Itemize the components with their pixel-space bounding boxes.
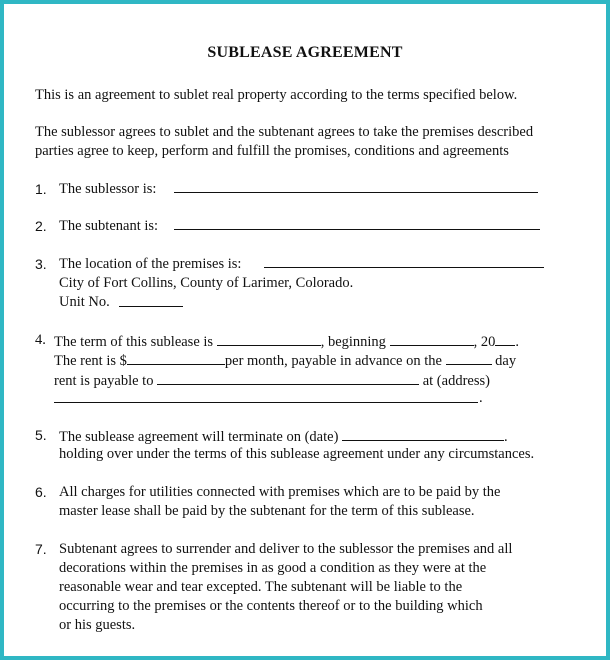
address-period: . bbox=[479, 390, 483, 406]
subtenant-field[interactable] bbox=[174, 229, 540, 230]
rent-day-field[interactable] bbox=[446, 350, 492, 365]
item-1-number: 1. bbox=[35, 181, 47, 197]
document-page bbox=[4, 4, 606, 656]
item-5-line1 bbox=[59, 426, 508, 446]
document-title: SUBLEASE AGREEMENT bbox=[207, 44, 403, 61]
terminate-label: The sublease agreement will terminate on (date) bbox=[59, 429, 339, 445]
item-7-line2: decorations within the premises in as good a condition as they were at the bbox=[59, 560, 487, 576]
rent-period-label: per month, payable in advance on the bbox=[224, 353, 442, 369]
beginning-label: , beginning bbox=[320, 334, 386, 350]
para2-line2: parties agree to keep, perform and fulfill the promises, conditions and agreements bbox=[35, 143, 509, 159]
item-3-line2: City of Fort Collins, County of Larimer, Colorado. bbox=[59, 275, 354, 291]
item-6-number: 6. bbox=[35, 484, 47, 500]
term-label: The term of this sublease is bbox=[54, 334, 214, 350]
item-4-number: 4. bbox=[35, 332, 46, 348]
item-7-line4: occurring to the premises or the contents thereof or to the building which bbox=[59, 598, 483, 614]
payable-to-label: rent is payable to bbox=[54, 373, 154, 389]
location-field[interactable] bbox=[264, 267, 544, 268]
item-5-line2: holding over under the terms of this sublease agreement under any circumstances. bbox=[59, 446, 535, 462]
item-6-line1: All charges for utilities connected with premises which are to be paid by the bbox=[59, 484, 501, 500]
intro-text: This is an agreement to sublet real property according to the terms specified below. bbox=[35, 87, 518, 103]
address-field[interactable] bbox=[54, 402, 478, 403]
item-7-line5: or his guests. bbox=[59, 617, 136, 633]
beginning-date-field[interactable] bbox=[390, 331, 474, 346]
item-1-label: The sublessor is: bbox=[59, 181, 157, 197]
item-2-number: 2. bbox=[35, 218, 47, 234]
rent-label: The rent is $ bbox=[54, 353, 127, 369]
item-6-line2: master lease shall be paid by the subtenant for the term of this sublease. bbox=[59, 503, 475, 519]
item-4-period: . bbox=[515, 334, 519, 350]
sublessor-field[interactable] bbox=[174, 192, 538, 193]
item-2-label: The subtenant is: bbox=[59, 218, 159, 234]
rent-amount-field[interactable] bbox=[127, 350, 225, 365]
address-label: at (address) bbox=[422, 373, 490, 389]
item-3-line1: The location of the premises is: bbox=[59, 256, 242, 272]
payable-to-field[interactable] bbox=[157, 370, 419, 385]
item-4-line1 bbox=[54, 331, 519, 351]
item-4-line2 bbox=[54, 350, 516, 370]
item-3-number: 3. bbox=[35, 256, 47, 272]
item-5-number: 5. bbox=[35, 427, 47, 443]
year-field[interactable] bbox=[495, 331, 515, 346]
unit-no-field[interactable] bbox=[119, 306, 183, 307]
term-field[interactable] bbox=[217, 331, 321, 346]
item-5-period: . bbox=[504, 429, 508, 445]
year-prefix: , 20 bbox=[473, 334, 496, 350]
item-3-line3: Unit No. bbox=[59, 294, 110, 310]
termination-date-field[interactable] bbox=[342, 426, 504, 441]
item-7-number: 7. bbox=[35, 541, 47, 557]
item-7-line1: Subtenant agrees to surrender and deliver to the sublessor the premises and all bbox=[59, 541, 513, 557]
item-4-line3 bbox=[54, 370, 490, 390]
para2-line1: The sublessor agrees to sublet and the subtenant agrees to take the premises described bbox=[35, 124, 534, 140]
day-label: day bbox=[495, 353, 517, 369]
item-7-line3: reasonable wear and tear excepted. The subtenant will be liable to the bbox=[59, 579, 463, 595]
